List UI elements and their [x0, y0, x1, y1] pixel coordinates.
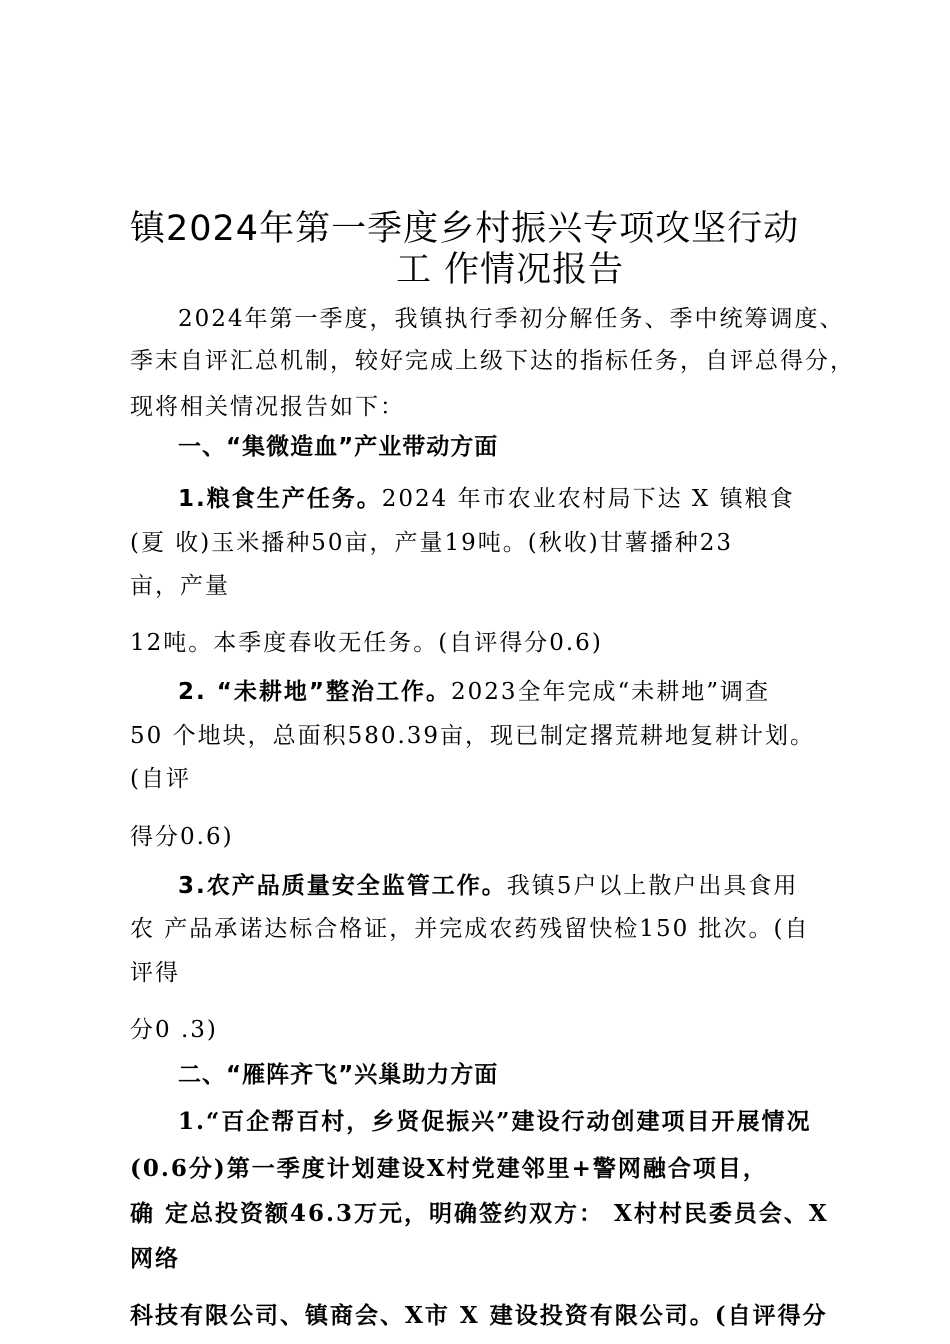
s1-item1-text: 2024 年市农业农村局下达 X 镇粮食 [381, 486, 795, 512]
section-2-heading: 二、“雁阵齐飞”兴巢助力方面 [178, 1062, 499, 1088]
s2-item1-line-3: 确 定总投资额46.3万元，明确签约双方： X村村民委员会、X [130, 1200, 829, 1227]
s2-item1-line-1: 1.“百企帮百村，乡贤促振兴”建设行动创建项目开展情况 [178, 1108, 812, 1135]
s1-item2-line-3: (自评 [130, 766, 191, 792]
s1-item3-line-2: 农 产品承诺达标合格证，并完成农药残留快检150 批次。(自 [130, 916, 810, 942]
s1-item3-text: 我镇5户以上散户出具食用 [506, 873, 799, 899]
s1-item1-line-2: (夏 收)玉米播种50亩，产量19吨。(秋收)甘薯播种23 [130, 530, 734, 556]
s1-item3-line-4: 分0 .3) [130, 1017, 218, 1043]
s1-item2-label: 2. “未耕地”整治工作。 [178, 679, 451, 705]
s1-item3-line-3: 评得 [130, 960, 180, 986]
section-1-heading: 一、“集微造血”产业带动方面 [178, 434, 499, 460]
s2-item1-line-2: (0.6分)第一季度计划建设X村党建邻里+警网融合项目， [130, 1155, 768, 1182]
document-title-line-2: 工 作情况报告 [396, 250, 625, 290]
s1-item1-line-4: 12吨。本季度春收无任务。(自评得分0.6) [130, 630, 603, 656]
s1-item1-label: 1.粮食生产任务。 [178, 486, 382, 512]
s1-item3-line-1 [178, 867, 798, 900]
s1-item2-text: 2023全年完成“未耕地”调查 [450, 679, 771, 705]
s1-item1-line-3: 亩，产量 [130, 573, 230, 599]
s2-item1-line-4: 网络 [130, 1245, 180, 1272]
intro-line-2: 季末自评汇总机制，较好完成上级下达的指标任务，自评总得分， [130, 348, 855, 374]
s1-item2-line-2: 50 个地块，总面积580.39亩，现已制定撂荒耕地复耕计划。 [130, 723, 816, 749]
intro-line-3: 现将相关情况报告如下： [130, 394, 405, 420]
s1-item2-line-4: 得分0.6) [130, 824, 234, 850]
s2-item1-line-5: 科技有限公司、镇商会、X市 X 建设投资有限公司。(自评得分 [130, 1302, 828, 1329]
s1-item3-label: 3.农产品质量安全监管工作。 [178, 873, 507, 899]
s1-item2-line-1 [178, 673, 770, 706]
intro-line-1: 2024年第一季度，我镇执行季初分解任务、季中统筹调度、 [178, 306, 845, 332]
s1-item1-line-1 [178, 480, 795, 513]
document-title-line-1: 镇2024年第一季度乡村振兴专项攻坚行动 [130, 209, 800, 249]
